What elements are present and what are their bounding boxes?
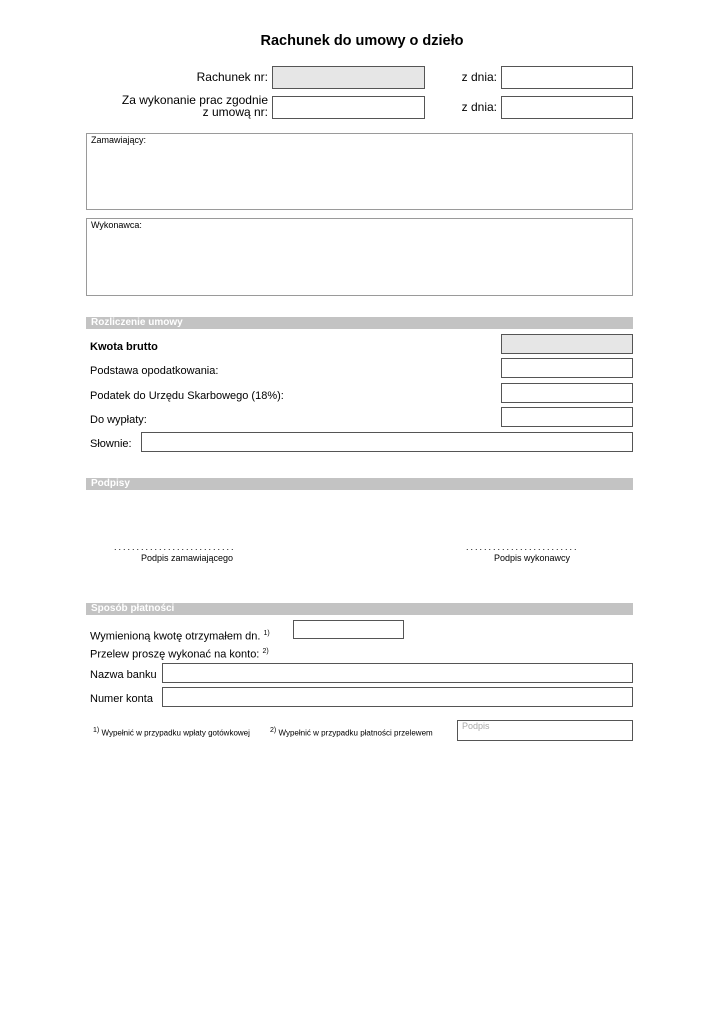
ordering-party-label: Zamawiający: [91,135,147,145]
contractor-signature-caption: Podpis wykonawcy [494,553,571,563]
bank-name-field[interactable] [162,663,633,683]
contractor-panel[interactable] [86,218,633,296]
bank-name-label: Nazwa banku [90,669,157,681]
account-number-field[interactable] [162,687,633,707]
tax-label: Podatek do Urzędu Skarbowego (18%): [90,390,284,402]
payout-label: Do wypłaty: [90,414,147,426]
date2-field[interactable] [501,96,633,119]
cash-date-field[interactable] [293,620,404,639]
footnote-cash: $^{1)}$ Wypełnić w przypadku wpłaty gotówkowej [93,727,250,738]
tax-base-field[interactable] [501,358,633,378]
invoice-no-field[interactable] [272,66,425,89]
contract-label-line1: Za wykonanie prac zgodnie [121,93,268,107]
date2-label: z dnia: [461,100,497,114]
ordering-signature-line: ........................... [114,542,236,552]
contractor-signature-line: ......................... [466,542,579,552]
amount-in-words-label: Słownie: [90,438,132,450]
payment-signature-field[interactable] [457,720,633,741]
gross-amount-field[interactable] [501,334,633,354]
cash-received-label: Wymienioną kwotę otrzymałem dn. $^{1)}$ [90,630,270,643]
tax-field[interactable] [501,383,633,403]
account-number-label: Numer konta [90,693,153,705]
payment-signature-label: Podpis [462,721,490,731]
page-title: Rachunek do umowy o dzieło [260,33,464,49]
contract-label-line2: z umową nr: [202,105,268,119]
ordering-signature-caption: Podpis zamawiającego [141,553,234,563]
footnote-transfer: $^{2)}$ Wypełnić w przypadku płatności przelewem [270,727,433,738]
tax-base-label: Podstawa opodatkowania: [90,365,219,377]
gross-amount-label: Kwota brutto [90,341,158,353]
settlement-section-header: Rozliczenie umowy [86,317,633,329]
contract-no-field[interactable] [272,96,425,119]
contractor-label: Wykonawca: [91,220,142,230]
signatures-section-header: Podpisy [86,478,633,490]
transfer-label: Przelew proszę wykonać na konto: $^{2)}$ [90,648,269,661]
ordering-party-panel[interactable] [86,133,633,210]
payout-field[interactable] [501,407,633,427]
invoice-no-label: Rachunek nr: [196,70,268,84]
date1-label: z dnia: [461,70,497,84]
payment-section-header: Sposób płatności [86,603,633,615]
date1-field[interactable] [501,66,633,89]
amount-in-words-field[interactable] [141,432,633,452]
